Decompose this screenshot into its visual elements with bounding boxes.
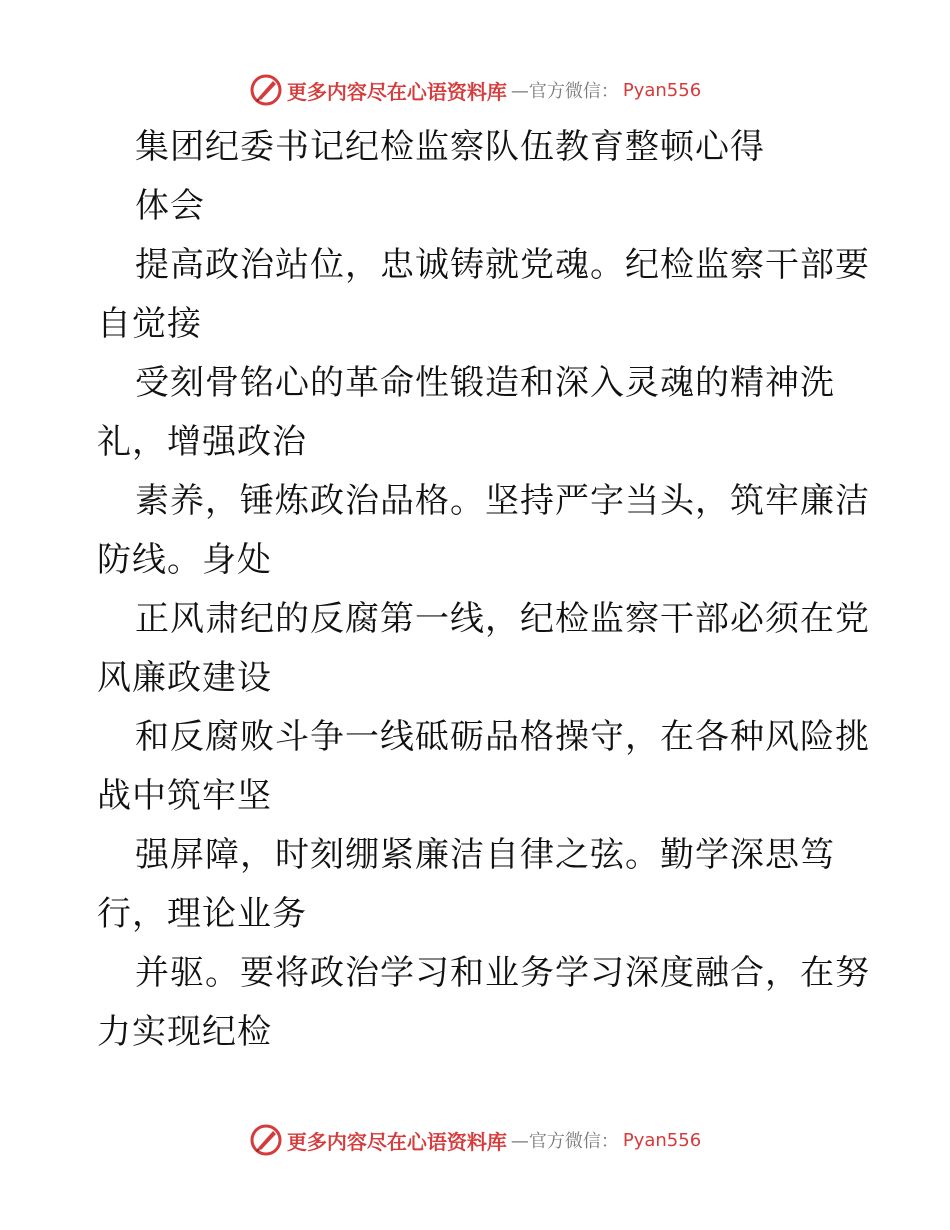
paragraph-line: 强屏障，时刻绷紧廉洁自律之弦。勤学深思笃: [135, 835, 835, 875]
quill-pen-icon: [249, 1123, 283, 1157]
paragraph-line: 正风肃纪的反腐第一线，纪检监察干部必须在党: [135, 599, 870, 639]
paragraph-line: 防线。身处: [97, 540, 272, 580]
document-title-line-2: 体会: [135, 186, 205, 226]
paragraph-line: 风廉政建设: [97, 658, 272, 698]
document-body: [97, 118, 870, 1062]
paragraph-line: 素养，锤炼政治品格。坚持严字当头，筑牢廉洁: [135, 481, 870, 521]
footer-banner: [0, 1120, 950, 1160]
banner-title: 更多内容尽在心语资料库: [286, 1129, 507, 1154]
banner-wechat-id: Pyan556: [622, 79, 702, 101]
paragraph-line: 力实现纪检: [97, 1012, 272, 1052]
banner-wechat-id: Pyan556: [622, 1129, 702, 1151]
paragraph-line: 并驱。要将政治学习和业务学习深度融合，在努: [135, 953, 870, 993]
quill-pen-icon: [249, 73, 283, 107]
banner-title: 更多内容尽在心语资料库: [286, 79, 507, 104]
paragraph-line: 受刻骨铭心的革命性锻造和深入灵魂的精神洗: [135, 363, 835, 403]
paragraph-line: 自觉接: [97, 304, 202, 344]
banner-wechat-label: —官方微信：: [510, 81, 619, 102]
document-title-line-1: 集团纪委书记纪检监察队伍教育整顿心得: [135, 127, 765, 167]
banner-wechat-label: —官方微信：: [510, 1131, 619, 1152]
paragraph-line: 和反腐败斗争一线砥砺品格操守，在各种风险挑: [135, 717, 870, 757]
paragraph-line: 提高政治站位，忠诚铸就党魂。纪检监察干部要: [135, 245, 870, 285]
header-banner: [0, 70, 950, 110]
paragraph-line: 礼，增强政治: [97, 422, 307, 462]
paragraph-line: 行，理论业务: [97, 894, 307, 934]
paragraph-line: 战中筑牢坚: [97, 776, 272, 816]
